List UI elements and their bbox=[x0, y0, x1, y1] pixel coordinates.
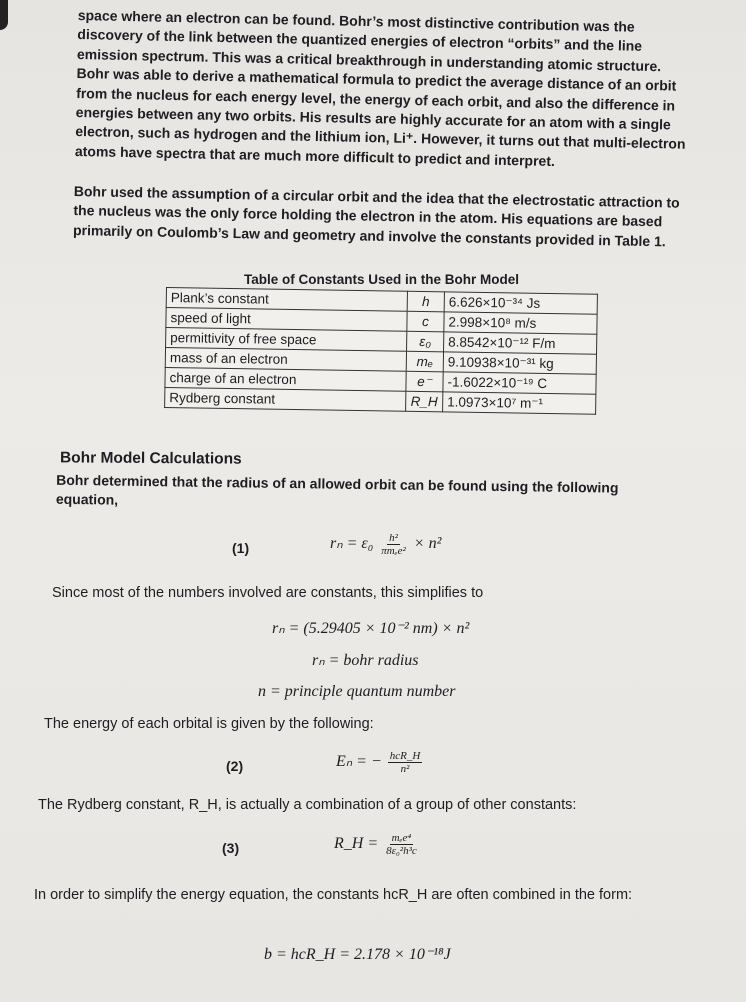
simplify-text: Since most of the numbers involved are constants, this simplifies to bbox=[52, 585, 484, 601]
equation-1-number: (1) bbox=[232, 540, 250, 556]
table-row: Rydberg constant R_H 1.0973×10⁷ m⁻¹ bbox=[165, 387, 596, 414]
equation-2-number: (2) bbox=[226, 758, 244, 774]
energy-text: The energy of each orbital is given by the following: bbox=[44, 716, 374, 732]
equation-2: Eₙ = − $\frac{\text{hcR\_H}}{\text{n²}}$ bbox=[336, 750, 421, 775]
simplified-radius-equation: rₙ = (5.29405 × 10⁻² nm) × n² bbox=[272, 620, 470, 637]
b-constant-equation: b = hcR_H = 2.178 × 10⁻¹⁸J bbox=[264, 946, 451, 963]
section-heading: Bohr Model Calculations bbox=[59, 449, 242, 468]
quantum-number-definition: n = principle quantum number bbox=[258, 683, 456, 700]
table-row: Plank’s constant h 6.626×10⁻³⁴ Js bbox=[166, 288, 597, 315]
constants-table bbox=[164, 287, 598, 415]
page-edge-shadow bbox=[0, 0, 8, 30]
paragraph-radius-intro: Bohr determined that the radius of an allowed orbit can be found using the following equation, bbox=[55, 471, 619, 509]
paragraph-bohr-contribution: space where an electron can be found. Bohr’s most distinctive contribution was the discovery of the link between the quantized energies of electron “orbits” and the line emission spectrum. This was a critical breakthrough in understanding atomic structure. Bohr was able to derive a mathematical formula to predict the average distance of an orbit from the nucleus for each energy level, the energy of each orbit, and also the difference in energies between any two orbits. His results are highly accurate for an atom with a single electron, such as hydrogen and the lithium ion, Li⁺. However, it turns out that multi-electron atoms have spectra that are much more difficult to predict and interpret. bbox=[74, 6, 686, 169]
paragraph-bohr-assumptions: Bohr used the assumption of a circular orbit and the idea that the electrostatic attraction to the nucleus was the only force holding the electron in the atom. His equations are based primarily on Coulomb’s Law and geometry and involve the constants provided in Table 1. bbox=[72, 182, 680, 250]
equation-1: rₙ = ε₀ $\frac{\text{h²}}{\text{πmₑe²}}$ × n² bbox=[330, 532, 442, 557]
table-row: charge of an electron e⁻ -1.6022×10⁻¹⁹ C bbox=[165, 367, 596, 394]
equation-3-fraction: $\frac{\text{mₑe⁴}}{\text{8ε₀²h³c}}$ bbox=[386, 832, 417, 857]
equation-3: R_H = $\frac{\text{mₑe⁴}}{\text{8ε₀²h³c}}$ bbox=[334, 832, 417, 857]
equation-2-fraction: $\frac{\text{hcR\_H}}{\text{n²}}$ bbox=[389, 750, 421, 775]
equation-1-fraction: $\frac{\text{h²}}{\text{πmₑe²}}$ bbox=[381, 532, 406, 557]
rydberg-text: The Rydberg constant, R_H, is actually a combination of a group of other constants: bbox=[38, 797, 577, 813]
table-caption: Table of Constants Used in the Bohr Model bbox=[244, 272, 520, 287]
table-row: speed of light c 2.998×10⁸ m/s bbox=[166, 308, 597, 335]
equation-3-number: (3) bbox=[222, 840, 240, 856]
simplify-energy-text: In order to simplify the energy equation, the constants hcR_H are often combined in the form: bbox=[34, 887, 633, 903]
table-row: mass of an electron mₑ 9.10938×10⁻³¹ kg bbox=[165, 348, 596, 375]
table-row: permittivity of free space ε₀ 8.8542×10⁻¹² F/m bbox=[166, 328, 597, 355]
bohr-radius-definition: rₙ = bohr radius bbox=[312, 652, 419, 669]
